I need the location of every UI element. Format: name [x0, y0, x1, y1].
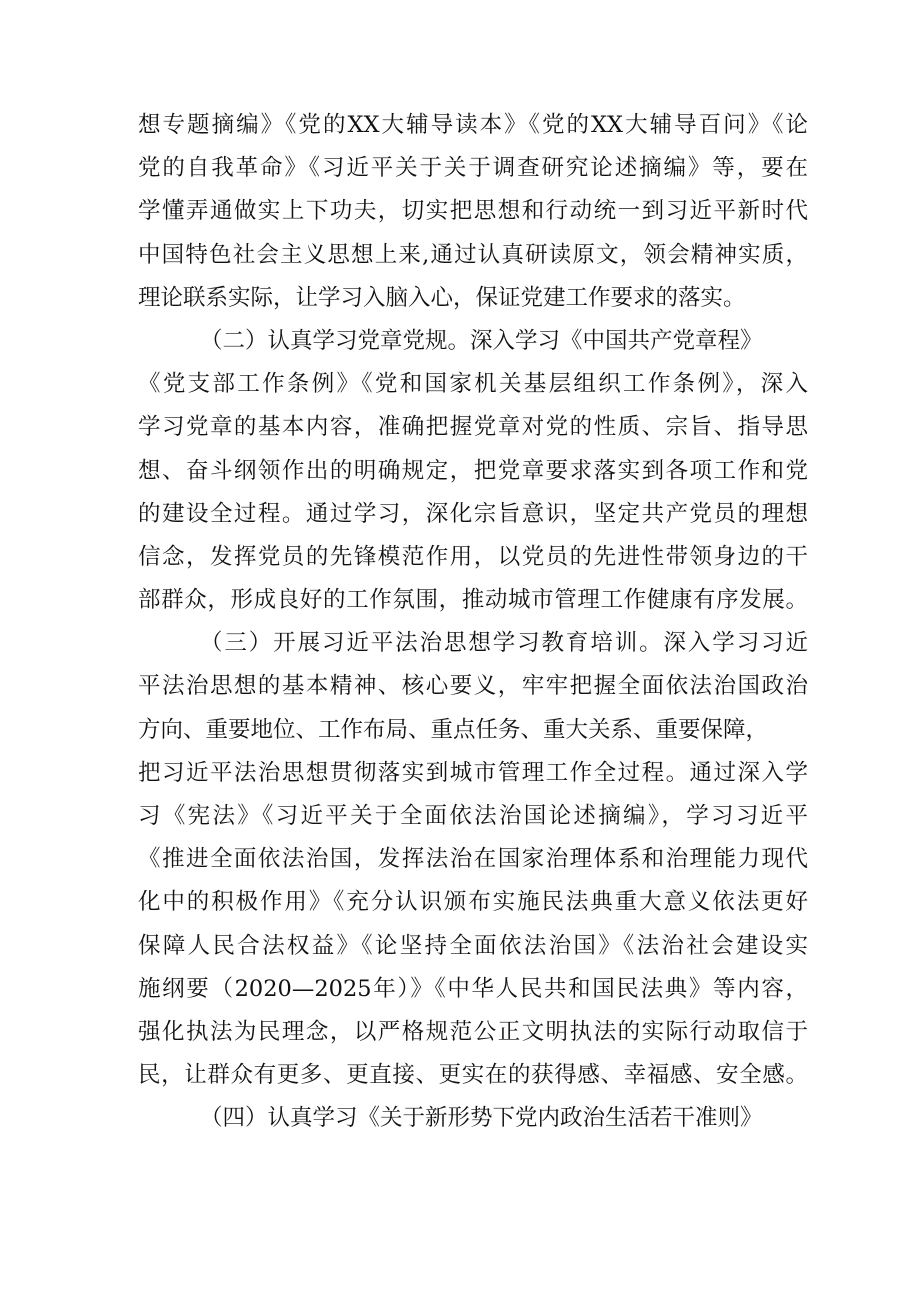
text-line: 部群众，形成良好的工作氛围，推动城市管理工作健康有序发展。: [138, 587, 808, 614]
text-line: 施纲要（2020—2025年）》《中华人民共和国民法典》等内容，: [138, 975, 808, 1002]
text-line: 学习党章的基本内容，准确把握党章对党的性质、宗旨、指导思: [138, 414, 808, 441]
text-line: 习《宪法》《习近平关于全面依法治国论述摘编》，学习习近平: [138, 803, 808, 829]
text-line: 把习近平法治思想贯彻落实到城市管理工作全过程。通过深入学: [138, 759, 808, 786]
text-line: 方向、重要地位、工作布局、重点任务、重大关系、重要保障，: [138, 716, 769, 743]
section-heading-2: （二）认真学习党章党规。深入学习《中国共产党章程》: [200, 327, 763, 354]
section-heading-3: （三）开展习近平法治思想学习教育培训。深入学习习近: [200, 630, 808, 657]
section-heading-4: （四）认真学习《关于新形势下党内政治生活若干准则》: [200, 1105, 763, 1132]
text-line: 理论联系实际，让学习入脑入心，保证党建工作要求的落实。: [138, 284, 746, 311]
text-line: 的建设全过程。通过学习，深化宗旨意识，坚定共产党员的理想: [138, 500, 808, 527]
text-line: 想、奋斗纲领作出的明确规定，把党章要求落实到各项工作和党: [138, 457, 808, 484]
text-line: 民，让群众有更多、更直接、更实在的获得感、幸福感、安全感。: [138, 1062, 808, 1089]
text-line: 党的自我革命》《习近平关于关于调查研究论述摘编》等，要在: [138, 155, 808, 182]
text-line: 中国特色社会主义思想上来,通过认真研读原文，领会精神实质，: [138, 241, 808, 268]
text-line: 学懂弄通做实上下功夫，切实把思想和行动统一到习近平新时代: [138, 198, 808, 225]
text-line: 强化执法为民理念，以严格规范公正文明执法的实际行动取信于: [138, 1018, 808, 1045]
text-line: 信念，发挥党员的先锋模范作用，以党员的先进性带领身边的干: [138, 543, 808, 570]
text-line: 《推进全面依法治国，发挥法治在国家治理体系和治理能力现代: [138, 846, 808, 873]
text-line: 《党支部工作条例》《党和国家机关基层组织工作条例》，深入: [138, 371, 808, 398]
text-line: 保障人民合法权益》《论坚持全面依法治国》《法治社会建设实: [138, 932, 808, 959]
text-line: 化中的积极作用》《充分认识颁布实施民法典重大意义依法更好: [138, 889, 808, 916]
text-line: 平法治思想的基本精神、核心要义，牢牢把握全面依法治国政治: [138, 673, 808, 700]
text-line: 想专题摘编》《党的XX大辅导读本》《党的XX大辅导百问》《论: [138, 112, 808, 138]
body-text: [138, 104, 808, 1141]
